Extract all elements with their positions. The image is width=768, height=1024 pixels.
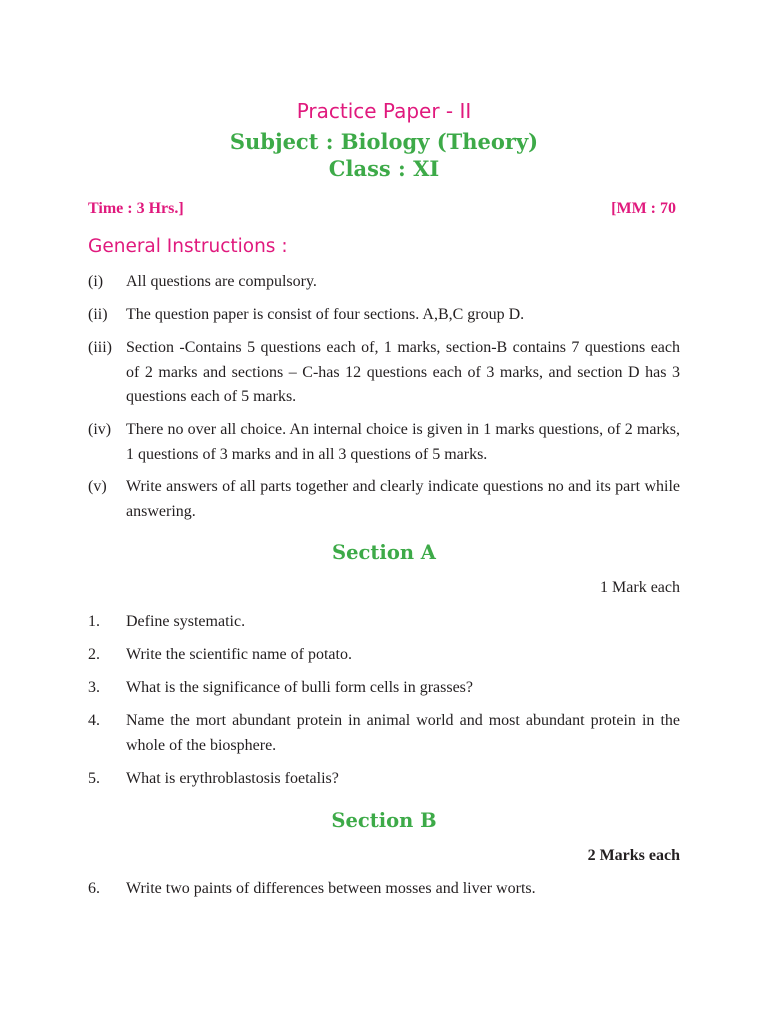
section-b-heading: Section B (331, 809, 437, 832)
instruction-number: (iii) (88, 339, 112, 356)
question-number: 1. (88, 613, 100, 630)
instruction-item (88, 418, 680, 467)
instruction-item (88, 336, 680, 410)
instruction-text: The question paper is consist of four sections. A,B,C group D. (126, 306, 525, 323)
instruction-text: Section -Contains 5 questions each of, 1 marks, section-B contains 7 questions each of 2 marks and sections – C-has 12 questions each of 3 marks, and section D has 3 questions each of 5 marks. (126, 339, 680, 405)
time-label: Time : 3 Hrs.] (88, 200, 184, 217)
class-title: Class : XI (328, 156, 440, 181)
question-item (88, 643, 680, 668)
paper-title: Practice Paper - II (296, 99, 472, 123)
question-text: Define systematic. (126, 613, 246, 630)
question-number: 6. (88, 880, 100, 897)
question-item (88, 676, 680, 701)
question-number: 4. (88, 712, 100, 729)
question-item (88, 767, 680, 792)
question-item (88, 709, 680, 758)
instruction-number: (ii) (88, 306, 108, 323)
instruction-text: Write answers of all parts together and clearly indicate questions no and its part while answering. (126, 478, 680, 520)
instruction-item (88, 475, 680, 524)
question-text: Write the scientific name of potato. (126, 646, 352, 663)
question-number: 3. (88, 679, 100, 696)
question-number: 5. (88, 770, 100, 787)
instruction-number: (i) (88, 273, 104, 290)
time-marks-row (88, 197, 680, 221)
question-text: Name the mort abundant protein in animal world and most abundant protein in the whole of the biosphere. (126, 712, 680, 754)
section-b-marks: 2 Marks each (587, 847, 680, 864)
question-item (88, 610, 680, 635)
question-number: 2. (88, 646, 100, 663)
general-instructions-heading: General Instructions : (88, 236, 288, 257)
question-text: What is the significance of bulli form cells in grasses? (126, 679, 474, 696)
instruction-item (88, 303, 680, 328)
instruction-number: (iv) (88, 421, 112, 438)
instruction-text: All questions are compulsory. (126, 273, 317, 290)
section-a-marks: 1 Mark each (600, 579, 680, 596)
instruction-number: (v) (88, 478, 107, 495)
subject-title: Subject : Biology (Theory) (229, 129, 539, 154)
instruction-text: There no over all choice. An internal choice is given in 1 marks questions, of 2 marks, 1 questions of 3 marks and in all 3 questions of 5 marks. (126, 421, 680, 463)
instruction-item (88, 270, 680, 295)
question-item (88, 877, 680, 902)
question-text: Write two paints of differences between mosses and liver worts. (126, 880, 536, 897)
max-marks-label: [MM : 70 (611, 200, 676, 217)
section-a-heading: Section A (332, 541, 436, 564)
question-text: What is erythroblastosis foetalis? (126, 770, 339, 787)
